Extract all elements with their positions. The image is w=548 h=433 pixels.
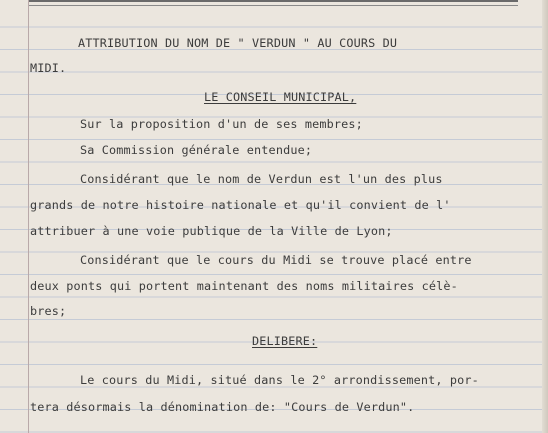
paragraph-commission: Sa Commission générale entendue; xyxy=(80,143,313,157)
decision-line-1: Le cours du Midi, situé dans le 2° arrondissement, por- xyxy=(80,373,479,387)
page-edge-shadow xyxy=(542,0,548,433)
title-line-1: ATTRIBUTION DU NOM DE " VERDUN " AU COURS DU xyxy=(78,36,398,50)
margin-line xyxy=(28,0,29,433)
considerant-1-line-2: grands de notre histoire nationale et qu'il convient de l' xyxy=(30,198,451,212)
considerant-2-line-3: bres; xyxy=(30,304,67,318)
paragraph-proposition: Sur la proposition d'un de ses membres; xyxy=(80,117,363,131)
top-border-line-secondary xyxy=(28,5,518,6)
decision-line-2: tera désormais la dénomination de: "Cours de Verdun". xyxy=(30,400,415,414)
council-heading: LE CONSEIL MUNICIPAL, xyxy=(204,90,357,104)
considerant-1-line-1: Considérant que le nom de Verdun est l'un des plus xyxy=(80,172,443,186)
considerant-2-line-2: deux ponts qui portent maintenant des noms militaires célè- xyxy=(30,279,458,293)
considerant-1-line-3: attribuer à une voie publique de la Ville de Lyon; xyxy=(30,224,393,238)
considerant-2-line-1: Considérant que le cours du Midi se trouve placé entre xyxy=(80,253,472,267)
top-border-line xyxy=(28,0,518,2)
deliberation-heading: DELIBERE: xyxy=(252,334,318,348)
title-line-2: MIDI. xyxy=(30,61,67,75)
